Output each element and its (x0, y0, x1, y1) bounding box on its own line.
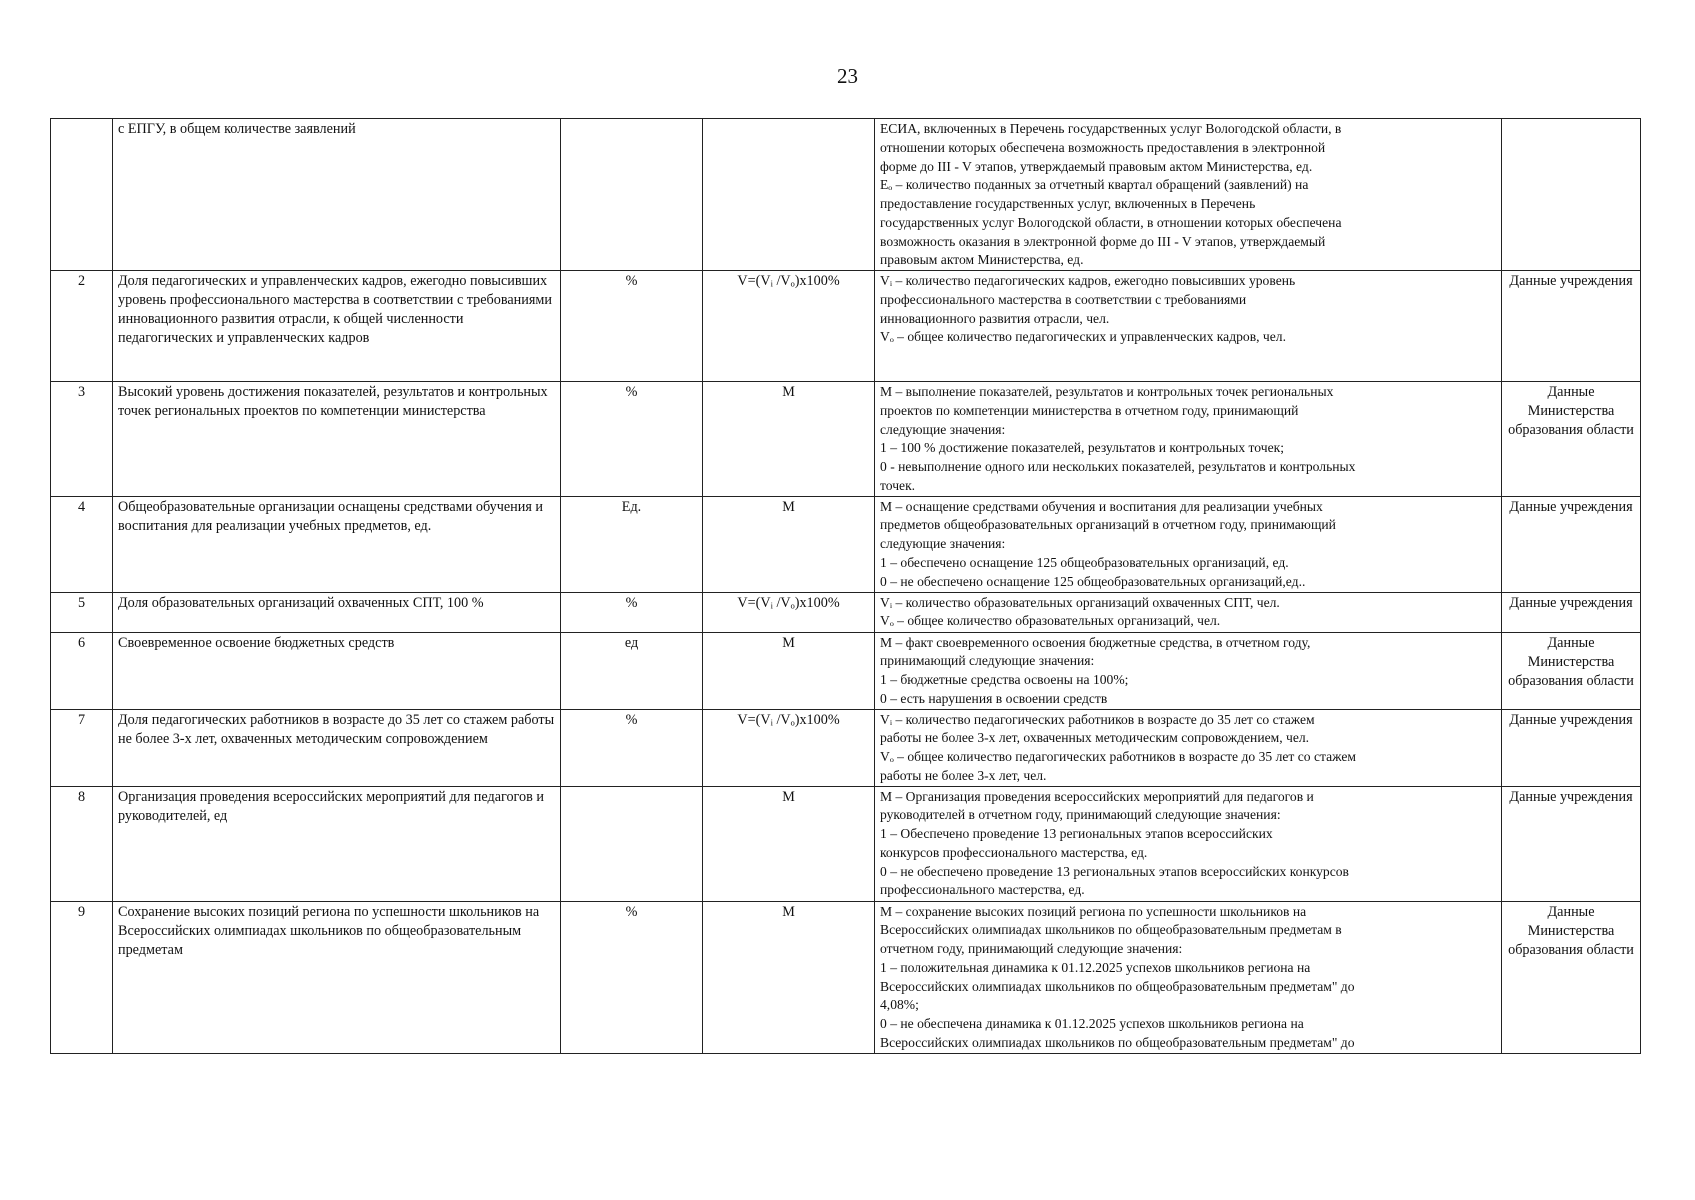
row-number: 3 (51, 382, 113, 497)
description-line: профессионального мастерства в соответствии с требованиями (880, 291, 1247, 307)
table-row (51, 786, 1641, 901)
indicator-name: Общеобразовательные организации оснащены средствами обучения и воспитания для реализации учебных предметов, ед. (113, 496, 561, 592)
description-line: 1 – обеспечено оснащение 125 общеобразовательных организаций, ед. (880, 554, 1289, 570)
calculation-formula (703, 119, 875, 271)
formula-description (875, 786, 1502, 901)
table-row (51, 709, 1641, 786)
description-line: 0 – не обеспечено проведение 13 региональных этапов всероссийских конкурсов (880, 863, 1349, 879)
description-line: правовым актом Министерства, ед. (880, 252, 1084, 268)
calculation-formula: М (703, 901, 875, 1053)
description-line: точек. (880, 477, 916, 493)
unit-of-measure (561, 786, 703, 901)
calculation-formula: М (703, 786, 875, 901)
data-source: Данные учреждения (1502, 592, 1641, 632)
table-row (51, 901, 1641, 1053)
calculation-formula: М (703, 382, 875, 497)
table-row (51, 119, 1641, 271)
indicator-name: с ЕПГУ, в общем количестве заявлений (113, 119, 561, 271)
unit-of-measure: % (561, 901, 703, 1053)
row-number: 7 (51, 709, 113, 786)
data-source: Данные Министерства образования области (1502, 901, 1641, 1053)
description-line: следующие значения: (880, 536, 1006, 551)
description-line: работы не более 3-х лет, охваченных методическим сопровождением, чел. (880, 730, 1310, 746)
description-line: Vₒ – общее количество образовательных организаций, чел. (880, 613, 1221, 629)
description-line: принимающий следующие значения: (880, 653, 1095, 669)
description-line: отчетном году, принимающий следующие значения: (880, 941, 1183, 956)
description-line: Всероссийских олимпиадах школьников по общеобразовательным предметам в (880, 922, 1342, 938)
description-line: государственных услуг Вологодской области, в отношении которых обеспечена (880, 214, 1342, 230)
description-line: М – Организация проведения всероссийских мероприятий для педагогов и (880, 788, 1314, 804)
formula-description (875, 271, 1502, 382)
formula-description (875, 709, 1502, 786)
unit-of-measure: % (561, 592, 703, 632)
description-line: 0 – есть нарушения в освоении средств (880, 690, 1108, 706)
description-line: М – оснащение средствами обучения и воспитания для реализации учебных (880, 498, 1323, 514)
row-number: 6 (51, 632, 113, 709)
description-line: Vᵢ – количество педагогических кадров, ежегодно повысивших уровень (880, 273, 1296, 288)
formula-description (875, 496, 1502, 592)
description-line: предоставление государственных услуг, включенных в Перечень (880, 196, 1256, 211)
description-line: инновационного развития отрасли, чел. (880, 310, 1110, 326)
description-line: профессионального мастерства, ед. (880, 882, 1085, 898)
indicator-name: Доля педагогических работников в возрасте до 35 лет со стажем работы не более 3-х лет, охваченных методическим сопровождением (113, 709, 561, 786)
table-row (51, 496, 1641, 592)
unit-of-measure: ед (561, 632, 703, 709)
page-number: 23 (837, 64, 858, 88)
description-line: Еₒ – количество поданных за отчетный квартал обращений (заявлений) на (880, 177, 1309, 193)
indicator-name: Доля педагогических и управленческих кадров, ежегодно повысивших уровень профессионального мастерства в соответствии с требованиями инновационного развития отрасли, к общей численности педагогических и управленческих кадров (113, 271, 561, 382)
table-row (51, 271, 1641, 382)
row-number: 5 (51, 592, 113, 632)
unit-of-measure: % (561, 382, 703, 497)
description-line: Vᵢ – количество педагогических работников в возрасте до 35 лет со стажем (880, 711, 1315, 727)
description-line: 1 – Обеспечено проведение 13 региональных этапов всероссийских (880, 826, 1273, 841)
description-line: 0 – не обеспечено оснащение 125 общеобразовательных организаций,ед.. (880, 573, 1306, 589)
unit-of-measure: % (561, 709, 703, 786)
description-line: М – факт своевременного освоения бюджетные средства, в отчетном году, (880, 634, 1311, 650)
description-line: Всероссийских олимпиадах школьников по общеобразовательным предметам" до (880, 978, 1355, 994)
data-source: Данные учреждения (1502, 271, 1641, 382)
description-line: отношении которых обеспечена возможность предоставления в электронной (880, 139, 1326, 155)
description-line: руководителей в отчетном году, принимающий следующие значения: (880, 807, 1281, 823)
description-line: 0 – не обеспечена динамика к 01.12.2025 успехов школьников региона на (880, 1016, 1304, 1031)
row-number: 9 (51, 901, 113, 1053)
description-line: конкурсов профессионального мастерства, ед. (880, 844, 1148, 860)
description-line: Vₒ – общее количество педагогических работников в возрасте до 35 лет со стажем (880, 749, 1356, 764)
formula-description (875, 382, 1502, 497)
calculation-formula: V=(Vᵢ /Vₒ)x100% (703, 271, 875, 382)
unit-of-measure: % (561, 271, 703, 382)
table-row (51, 632, 1641, 709)
calculation-formula: М (703, 496, 875, 592)
description-line: проектов по компетенции министерства в отчетном году, принимающий (880, 402, 1299, 418)
unit-of-measure (561, 119, 703, 271)
row-number: 2 (51, 271, 113, 382)
formula-description (875, 901, 1502, 1053)
data-source: Данные учреждения (1502, 786, 1641, 901)
description-line: работы не более 3-х лет, чел. (880, 767, 1047, 783)
data-source: Данные Министерства образования области (1502, 632, 1641, 709)
description-line: 0 - невыполнение одного или нескольких показателей, результатов и контрольных (880, 459, 1356, 474)
description-line: следующие значения: (880, 421, 1006, 437)
data-source (1502, 119, 1641, 271)
description-line: Vᵢ – количество образовательных организаций охваченных СПТ, чел. (880, 594, 1280, 610)
formula-description (875, 119, 1502, 271)
description-line: 1 – положительная динамика к 01.12.2025 успехов школьников региона на (880, 959, 1311, 975)
formula-description (875, 632, 1502, 709)
indicator-name: Высокий уровень достижения показателей, результатов и контрольных точек региональных проектов по компетенции министерства (113, 382, 561, 497)
row-number: 8 (51, 786, 113, 901)
indicator-name: Доля образовательных организаций охваченных СПТ, 100 % (113, 592, 561, 632)
description-line: предметов общеобразовательных организаций в отчетном году, принимающий (880, 517, 1336, 533)
row-number: 4 (51, 496, 113, 592)
calculation-formula: V=(Vᵢ /Vₒ)x100% (703, 709, 875, 786)
indicator-name: Сохранение высоких позиций региона по успешности школьников на Всероссийских олимпиадах школьников по общеобразовательным предметам (113, 901, 561, 1053)
description-line: форме до III - V этапов, утверждаемый правовым актом Министерства, ед. (880, 158, 1313, 174)
indicators-table (50, 118, 1641, 1054)
row-number (51, 119, 113, 271)
table-row (51, 592, 1641, 632)
table-body (51, 119, 1641, 1054)
data-source: Данные учреждения (1502, 709, 1641, 786)
description-line: ЕСИА, включенных в Перечень государственных услуг Вологодской области, в (880, 121, 1342, 136)
formula-description (875, 592, 1502, 632)
calculation-formula: V=(Vᵢ /Vₒ)x100% (703, 592, 875, 632)
description-line: Vₒ – общее количество педагогических и управленческих кадров, чел. (880, 329, 1286, 345)
description-line: 1 – бюджетные средства освоены на 100%; (880, 672, 1129, 687)
table-row (51, 382, 1641, 497)
description-line: М – выполнение показателей, результатов и контрольных точек региональных (880, 384, 1334, 399)
description-line: М – сохранение высоких позиций региона по успешности школьников на (880, 903, 1307, 919)
indicator-name: Своевременное освоение бюджетных средств (113, 632, 561, 709)
indicator-name: Организация проведения всероссийских мероприятий для педагогов и руководителей, ед (113, 786, 561, 901)
description-line: возможность оказания в электронной форме до III - V этапов, утверждаемый (880, 233, 1326, 249)
data-source: Данные учреждения (1502, 496, 1641, 592)
description-line: 1 – 100 % достижение показателей, результатов и контрольных точек; (880, 440, 1284, 456)
unit-of-measure: Ед. (561, 496, 703, 592)
calculation-formula: М (703, 632, 875, 709)
description-line: Всероссийских олимпиадах школьников по общеобразовательным предметам" до (880, 1034, 1355, 1050)
data-source: Данные Министерства образования области (1502, 382, 1641, 497)
description-line: 4,08%; (880, 997, 919, 1013)
